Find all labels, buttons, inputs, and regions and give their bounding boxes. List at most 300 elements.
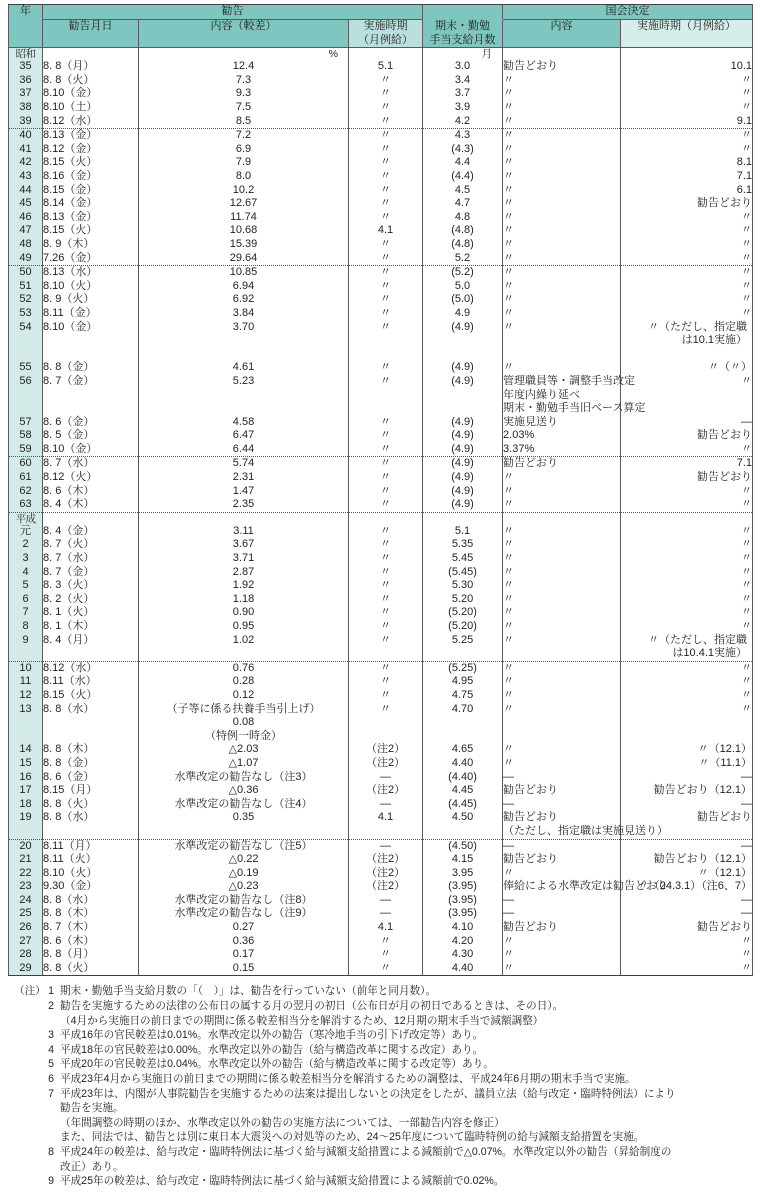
row-kokkai-implementation: 〃 [621, 566, 753, 580]
row-bonus-months: 4.75 [423, 689, 503, 703]
row-kokkai-content: 〃 [503, 498, 621, 512]
row-content: 6.9 [139, 143, 349, 157]
row-kokkai-implementation: 勧告どおり（12.1） [621, 784, 753, 798]
row-kokkai-implementation: 〃 [621, 293, 753, 307]
table-row [9, 811, 753, 839]
row-date: 8. 8（火） [43, 798, 139, 812]
era-row-blank-0 [43, 512, 139, 525]
row-implementation: — [349, 894, 423, 908]
row-kokkai-implementation: 〃 [621, 87, 753, 101]
row-implementation: 〃 [349, 74, 423, 88]
row-content: △0.36 [139, 784, 349, 798]
row-year: 21 [9, 853, 43, 867]
row-implementation: 〃 [349, 101, 423, 115]
row-year: 43 [9, 170, 43, 184]
unit-month-text: 月 [481, 48, 493, 61]
row-bonus-months: (4.9) [423, 457, 503, 471]
row-year: 15 [9, 757, 43, 771]
row-implementation: — [349, 771, 423, 785]
row-kokkai-content: — [503, 894, 621, 908]
footnote-item [14, 1174, 750, 1189]
table-row [9, 266, 753, 280]
row-implementation: — [349, 907, 423, 921]
table-row [9, 880, 753, 894]
table-row [9, 115, 753, 129]
row-year: 7 [9, 606, 43, 620]
row-content: 水準改定の勧告なし（注5） [139, 839, 349, 853]
row-bonus-months: 4.10 [423, 921, 503, 935]
row-kokkai-content: 勧告どおり [503, 457, 621, 471]
row-kokkai-implementation: 〃 [621, 538, 753, 552]
row-content [139, 703, 349, 744]
row-kokkai-content: 〃 [503, 471, 621, 485]
row-kokkai-content: 〃 [503, 606, 621, 620]
row-bonus-months: 3.0 [423, 60, 503, 74]
row-bonus-months: 4.20 [423, 935, 503, 949]
row-bonus-months: 4.4 [423, 156, 503, 170]
row-year: 63 [9, 498, 43, 512]
era-row-blank-2 [349, 512, 423, 525]
row-bonus-months: (4.9) [423, 416, 503, 430]
row-kokkai-content: 〃 [503, 143, 621, 157]
footnote-text: 平成18年の官民較差は0.00%。水準改定以外の勧告（給与構造改革に関する改定）あり。 [60, 1043, 484, 1056]
row-kokkai-content: 〃 [503, 689, 621, 703]
row-implementation: 〃 [349, 321, 423, 348]
row-kokkai-content: 〃 [503, 184, 621, 198]
row-kokkai-implementation: 〃 [621, 266, 753, 280]
row-kokkai-content: 〃 [503, 743, 621, 757]
row-date: 8. 8（木） [43, 907, 139, 921]
row-bonus-months: 4.2 [423, 115, 503, 129]
row-bonus-months: 4.7 [423, 197, 503, 211]
row-year: 37 [9, 87, 43, 101]
row-kokkai-content: 〃 [503, 525, 621, 539]
row-kokkai-implementation: 〃 [621, 498, 753, 512]
row-kokkai-content: 〃 [503, 252, 621, 266]
row-kokkai-content: 2.03% [503, 429, 621, 443]
row-content: 5.74 [139, 457, 349, 471]
row-bonus-months: (3.95) [423, 907, 503, 921]
row-date: 8.12（水） [43, 661, 139, 675]
row-content: 1.92 [139, 579, 349, 593]
row-bonus-months: (5.25) [423, 661, 503, 675]
table-row [9, 280, 753, 294]
row-date: 8. 7（金） [43, 375, 139, 416]
table-row [9, 224, 753, 238]
row-kokkai-content: 〃 [503, 579, 621, 593]
row-bonus-months: (4.9) [423, 361, 503, 375]
row-date: 8.10（火） [43, 867, 139, 881]
row-date: 8.12（水） [43, 115, 139, 129]
header-impl-line2: （月例給） [358, 33, 414, 46]
row-year: 55 [9, 361, 43, 375]
header-recommendation-date: 勧告月日 [43, 19, 139, 48]
row-implementation: 〃 [349, 429, 423, 443]
row-year [9, 348, 43, 362]
row-implementation: 〃 [349, 129, 423, 143]
table-row [9, 143, 753, 157]
row-content: 1.02 [139, 634, 349, 662]
row-content: 6.94 [139, 280, 349, 294]
row-content: △0.19 [139, 867, 349, 881]
row-kokkai-implementation: 〃 [621, 74, 753, 88]
cell-line: 期末・勤勉手当旧ベース算定 [503, 402, 646, 415]
row-content: 0.15 [139, 962, 349, 976]
row-kokkai-implementation [621, 348, 753, 362]
row-year: 26 [9, 921, 43, 935]
row-year: 3 [9, 552, 43, 566]
row-kokkai-content: 〃 [503, 197, 621, 211]
row-content: 10.68 [139, 224, 349, 238]
row-implementation: 〃 [349, 238, 423, 252]
row-implementation: 〃 [349, 184, 423, 198]
row-content: 8.5 [139, 115, 349, 129]
row-year: 58 [9, 429, 43, 443]
units-impl-blank [349, 48, 423, 61]
row-implementation: 〃 [349, 485, 423, 499]
row-kokkai-implementation: 〃 [621, 224, 753, 238]
row-implementation: 〃 [349, 703, 423, 744]
era-row-heisei [9, 512, 753, 525]
row-kokkai-content [503, 374, 646, 416]
row-bonus-months: 5.0 [423, 280, 503, 294]
row-content: △0.23 [139, 880, 349, 894]
row-implementation: 〃 [349, 962, 423, 976]
row-content: 水準改定の勧告なし（注4） [139, 798, 349, 812]
row-content: 3.67 [139, 538, 349, 552]
row-kokkai-content: — [503, 907, 621, 921]
row-kokkai-content: 〃 [503, 238, 621, 252]
row-date: 8.10（火） [43, 280, 139, 294]
cell-line: 年度内繰り延べ [503, 388, 581, 401]
table-row [9, 784, 753, 798]
row-implementation: 〃 [349, 661, 423, 675]
row-kokkai-implementation: 〃 [621, 238, 753, 252]
row-content: 1.18 [139, 593, 349, 607]
row-date: 8.15（火） [43, 689, 139, 703]
row-bonus-months: (4.45) [423, 798, 503, 812]
row-year: 23 [9, 880, 43, 894]
table-row [9, 525, 753, 539]
footnote-item [14, 1145, 750, 1160]
header-kokkai-implementation: 実施時期（月例給） [621, 19, 753, 48]
footnote-text: 期末・勤勉手当支給月数の「（ ）」は、勧告を行っていない（前年と同月数）。 [60, 985, 437, 998]
row-implementation: 〃 [349, 115, 423, 129]
row-implementation: 〃 [349, 293, 423, 307]
footnote-number: 9 [48, 1175, 54, 1188]
row-content: 2.35 [139, 498, 349, 512]
row-year: 39 [9, 115, 43, 129]
row-implementation: 〃 [349, 689, 423, 703]
row-year: 50 [9, 266, 43, 280]
cell-line: 〃（ただし、指定職 [648, 320, 748, 333]
row-bonus-months: 5.25 [423, 634, 503, 662]
row-date: 8.11（金） [43, 307, 139, 321]
footnote-number: 2 [48, 1000, 54, 1013]
table-row [9, 457, 753, 471]
footnote-text: 平成23年4月から実施日の前日までの期間に係る較差相当分を解消するための調整は、平成24年6月期の期末手当で実施。 [60, 1073, 636, 1085]
row-kokkai-implementation: 9.1 [621, 115, 753, 129]
row-bonus-months: (3.95) [423, 880, 503, 894]
row-year: 5 [9, 579, 43, 593]
row-kokkai-content: 〃 [503, 266, 621, 280]
row-kokkai-implementation: 〃（12.1） [621, 743, 753, 757]
header-content-gap: 内容（較差） [139, 19, 349, 48]
footnote-continuation: 勧告を実施。 [60, 1102, 124, 1115]
row-kokkai-implementation: 〃 [621, 620, 753, 634]
row-kokkai-content: 〃 [503, 361, 621, 375]
row-date: 8.15（火） [43, 156, 139, 170]
row-implementation: 〃 [349, 375, 423, 416]
row-implementation: 〃 [349, 252, 423, 266]
row-kokkai-implementation: 勧告どおり [621, 429, 753, 443]
row-kokkai-implementation: 〃 [621, 606, 753, 620]
row-bonus-months: (4.9) [423, 321, 503, 348]
table-row [9, 798, 753, 812]
row-kokkai-implementation: 7.1 [621, 457, 753, 471]
row-kokkai-content: 3.37% [503, 443, 621, 457]
row-implementation: 〃 [349, 593, 423, 607]
row-content: 7.5 [139, 101, 349, 115]
row-implementation: 〃 [349, 606, 423, 620]
row-kokkai-implementation: — [621, 907, 753, 921]
row-year: 元 [9, 525, 43, 539]
row-implementation: 〃 [349, 471, 423, 485]
row-year: 10 [9, 661, 43, 675]
row-content: 5.23 [139, 375, 349, 416]
table-row [9, 867, 753, 881]
era-row-blank-5 [621, 512, 753, 525]
row-content: 0.35 [139, 811, 349, 839]
row-implementation: 〃 [349, 87, 423, 101]
row-date: 8. 8（火） [43, 74, 139, 88]
row-date: 8.11（水） [43, 675, 139, 689]
row-bonus-months: 4.50 [423, 811, 503, 839]
table-row [9, 743, 753, 757]
row-year: 51 [9, 280, 43, 294]
row-bonus-months: 3.95 [423, 867, 503, 881]
row-content: 15.39 [139, 238, 349, 252]
row-date: 8. 8（水） [43, 894, 139, 908]
table-row [9, 703, 753, 744]
row-year: 57 [9, 416, 43, 430]
row-date: 8.10（土） [43, 101, 139, 115]
row-implementation: （注2） [349, 867, 423, 881]
footnote-number: 6 [48, 1073, 54, 1085]
row-bonus-months: (4.9) [423, 429, 503, 443]
row-content: 3.70 [139, 321, 349, 348]
row-kokkai-content: 勧告どおり [503, 853, 621, 867]
unit-percent [139, 48, 349, 61]
row-implementation: 〃 [349, 457, 423, 471]
row-year: 22 [9, 867, 43, 881]
row-kokkai-implementation: 10.1 [621, 60, 753, 74]
table-row [9, 101, 753, 115]
table-row [9, 579, 753, 593]
row-date: 8.12（金） [43, 143, 139, 157]
row-implementation: 〃 [349, 552, 423, 566]
row-bonus-months: (4.3) [423, 143, 503, 157]
footnotes [14, 984, 750, 1188]
table-row [9, 606, 753, 620]
row-implementation: 〃 [349, 170, 423, 184]
row-implementation: — [349, 798, 423, 812]
row-bonus-months: (5.20) [423, 620, 503, 634]
row-kokkai-implementation: — [621, 798, 753, 812]
table-row [9, 87, 753, 101]
row-date: 8. 8（月） [43, 60, 139, 74]
row-implementation: 〃 [349, 156, 423, 170]
row-bonus-months: 3.4 [423, 74, 503, 88]
row-bonus-months: 4.3 [423, 129, 503, 143]
row-date: 8.11（月） [43, 839, 139, 853]
row-year: 59 [9, 443, 43, 457]
row-kokkai-implementation: 勧告どおり [621, 811, 753, 839]
cell-line: 管理職員等・調整手当改定 [503, 374, 636, 387]
row-kokkai-content: 〃 [503, 211, 621, 225]
row-date: 8. 8（金） [43, 757, 139, 771]
row-kokkai-implementation: 〃 [621, 962, 753, 976]
row-year: 53 [9, 307, 43, 321]
row-implementation: （注2） [349, 743, 423, 757]
row-kokkai-implementation: 8.1 [621, 156, 753, 170]
units-kokkai-impl-blank [621, 48, 753, 61]
row-kokkai-implementation: 〃 [621, 948, 753, 962]
row-bonus-months: 5.35 [423, 538, 503, 552]
row-bonus-months: (5.45) [423, 566, 503, 580]
row-implementation: 〃 [349, 498, 423, 512]
row-bonus-months: 4.40 [423, 962, 503, 976]
row-bonus-months: (4.8) [423, 238, 503, 252]
row-date: 8. 3（火） [43, 579, 139, 593]
table-row [9, 252, 753, 266]
row-date: 8. 8（金） [43, 361, 139, 375]
row-date: 8. 8（火） [43, 962, 139, 976]
footnote-item [14, 1072, 750, 1087]
row-bonus-months: 4.15 [423, 853, 503, 867]
row-implementation: 〃 [349, 443, 423, 457]
table-row [9, 60, 753, 74]
row-kokkai-implementation: 6.1 [621, 184, 753, 198]
row-date: 8.12（火） [43, 471, 139, 485]
footnote-tag: （注） [14, 985, 46, 998]
row-implementation: （注2） [349, 784, 423, 798]
row-kokkai-content: 〃 [503, 867, 621, 881]
table-row [9, 348, 753, 362]
table-row [9, 471, 753, 485]
table-row [9, 538, 753, 552]
cell-line: は10.4.1実施） [672, 647, 748, 660]
row-implementation: 〃 [349, 266, 423, 280]
row-kokkai-content: 俸給による水準改定は勧告どおり [503, 880, 669, 893]
row-kokkai-content: — [503, 839, 621, 853]
recommendation-history-table [8, 4, 753, 976]
row-date: 8.13（金） [43, 211, 139, 225]
row-implementation: 4.1 [349, 811, 423, 839]
row-implementation: 〃 [349, 361, 423, 375]
unit-month [423, 48, 503, 61]
header-implementation-period [349, 19, 423, 48]
row-year: 56 [9, 375, 43, 416]
row-kokkai-content: 〃 [503, 74, 621, 88]
row-date: 8. 4（木） [43, 498, 139, 512]
row-content: 0.90 [139, 606, 349, 620]
table-row [9, 935, 753, 949]
row-year: 19 [9, 811, 43, 839]
cell-line: （ただし、指定職は実施見送り） [503, 824, 669, 837]
row-kokkai-implementation: — [621, 416, 753, 430]
row-year: 36 [9, 74, 43, 88]
row-kokkai-implementation: 〃 [621, 689, 753, 703]
row-bonus-months: (4.4) [423, 170, 503, 184]
table-row [9, 921, 753, 935]
row-content: 0.76 [139, 661, 349, 675]
row-content: △2.03 [139, 743, 349, 757]
row-date: 8.11（火） [43, 853, 139, 867]
row-implementation: 5.1 [349, 60, 423, 74]
row-date: 8. 5（金） [43, 429, 139, 443]
row-kokkai-content: 〃 [503, 307, 621, 321]
row-year: 11 [9, 675, 43, 689]
footnote-item [14, 999, 750, 1014]
row-kokkai-implementation: 〃（24.3.1）（注6、7） [621, 880, 753, 894]
footnote-text: 平成24年の較差は、給与改定・臨時特例法に基づく給与減額支給措置による減額前で△0.07%。水準改定以外の勧告（昇給制度の [60, 1145, 672, 1158]
row-kokkai-implementation: 〃（12.1） [621, 867, 753, 881]
header-months-line2: 手当支給月数 [429, 33, 496, 46]
row-year: 62 [9, 485, 43, 499]
row-content: 12.67 [139, 197, 349, 211]
row-kokkai-implementation: 〃（〃） [621, 361, 753, 375]
header-group-kankoku: 勧告 [43, 5, 423, 20]
row-kokkai-content: 〃 [503, 620, 621, 634]
row-kokkai-implementation: 〃 [621, 485, 753, 499]
row-year: 17 [9, 784, 43, 798]
row-content: 2.87 [139, 566, 349, 580]
row-bonus-months: (5.0) [423, 293, 503, 307]
row-implementation: 〃 [349, 143, 423, 157]
row-kokkai-content: 〃 [503, 757, 621, 771]
footnote-item [14, 1087, 750, 1102]
row-year: 49 [9, 252, 43, 266]
row-year: 8 [9, 620, 43, 634]
row-year: 12 [9, 689, 43, 703]
footnote-item [14, 1043, 750, 1058]
row-kokkai-implementation: 〃 [621, 443, 753, 457]
table-row [9, 907, 753, 921]
row-kokkai-implementation: — [621, 839, 753, 853]
row-content: 29.64 [139, 252, 349, 266]
table-row [9, 307, 753, 321]
row-kokkai-content [503, 811, 669, 839]
row-implementation: — [349, 839, 423, 853]
cell-line: 〃（ただし、指定職 [648, 633, 748, 646]
footnote-continuation: 改正）あり。 [60, 1160, 124, 1173]
row-bonus-months: 4.5 [423, 184, 503, 198]
row-implementation: 〃 [349, 280, 423, 294]
row-date [43, 348, 139, 362]
table-row [9, 170, 753, 184]
row-year: 6 [9, 593, 43, 607]
row-content: 1.47 [139, 485, 349, 499]
era-row-blank-1 [139, 512, 349, 525]
row-year: 16 [9, 771, 43, 785]
row-date: 8. 9（火） [43, 293, 139, 307]
row-content: 11.74 [139, 211, 349, 225]
footnote-text: 平成16年の官民較差は0.01%。水準改定以外の勧告（寒冷地手当の引下げ改定等）あり。 [60, 1029, 484, 1042]
row-implementation: 〃 [349, 935, 423, 949]
table-row [9, 74, 753, 88]
document-page [0, 4, 760, 1189]
